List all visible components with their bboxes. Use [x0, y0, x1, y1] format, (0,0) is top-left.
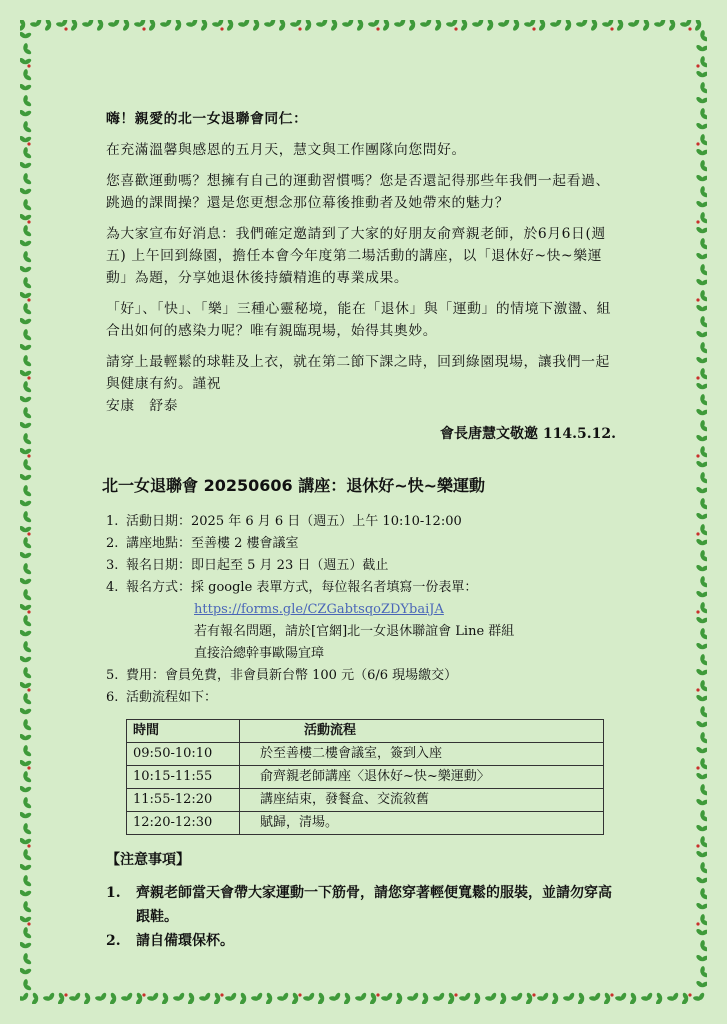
- list-item: 1. 齊親老師當天會帶大家運動一下筋骨，請您穿著輕便寬鬆的服裝，並請勿穿高跟鞋。: [106, 885, 612, 925]
- list-item: 2. 講座地點：至善樓 2 樓會議室: [106, 536, 299, 551]
- list-item: 5. 費用：會員免費，非會員新台幣 100 元（6/6 現場繳交）: [106, 668, 458, 683]
- event-details-list-cont: [106, 665, 616, 709]
- table-row: 09:50-10:10 於至善樓二樓會議室，簽到入座: [127, 743, 604, 766]
- letter-signature: 會長唐慧文敬邀 114.5.12.: [440, 426, 616, 442]
- flyer-content: [102, 108, 616, 953]
- list-item: 2. 請自備環保杯。: [106, 933, 234, 949]
- notes-title: 【注意事項】: [106, 852, 190, 868]
- registration-form-link[interactable]: https://forms.gle/CZGabtsqoZDYbaiJA: [194, 602, 444, 617]
- letter-paragraph-3: 為大家宣布好消息：我們確定邀請到了大家的好朋友俞齊親老師，於6月6日(週五) 上午回到綠園，擔任本會今年度第二場活動的講座，以「退休好~快~樂運動」為題，分享她退休後持續精進的專業成果。: [106, 226, 606, 286]
- table-row: 12:20-12:30 賦歸，清場。: [127, 812, 604, 835]
- letter-paragraph-2: 您喜歡運動嗎？想擁有自己的運動習慣嗎？您是否還記得那些年我們一起看過、跳過的課間操？還是您更想念那位幕後推動者及她帶來的魅力？: [106, 173, 610, 211]
- table-header-row: [127, 720, 604, 743]
- schedule-header-activity: 活動流程: [240, 720, 604, 743]
- letter-paragraph-5: 請穿上最輕鬆的球鞋及上衣，就在第二節下課之時，回到綠園現場，讓我們一起與健康有約。謹祝: [106, 354, 610, 392]
- list-item: 1. 活動日期：2025 年 6 月 6 日（週五）上午 10:10-12:00: [106, 514, 462, 529]
- list-item: 3. 報名日期：即日起至 5 月 23 日（週五）截止: [106, 558, 389, 573]
- letter-closing: 安康 舒泰: [106, 398, 178, 414]
- registration-help-line2: 直接洽總幹事歐陽宜璋: [194, 646, 325, 661]
- letter-paragraph-1: 在充滿溫馨與感恩的五月天，慧文與工作團隊向您問好。: [106, 142, 466, 158]
- list-item: 6. 活動流程如下：: [106, 690, 218, 705]
- invitation-letter: [106, 108, 616, 445]
- event-title: 北一女退聯會 20250606 講座：退休好~快~樂運動: [102, 476, 486, 495]
- notes-list: [106, 881, 616, 953]
- letter-greeting: 嗨！親愛的北一女退聯會同仁：: [106, 111, 308, 127]
- table-row: 11:55-12:20 講座結束，發餐盒、交流敘舊: [127, 789, 604, 812]
- table-row: 10:15-11:55 俞齊親老師講座〈退休好~快~樂運動〉: [127, 766, 604, 789]
- event-details-list: [106, 511, 616, 599]
- schedule-header-time: 時間: [127, 720, 240, 743]
- schedule-table: [126, 719, 604, 835]
- letter-paragraph-4: 「好」、「快」、「樂」三種心靈秘境，能在「退休」與「運動」的情境下激盪、組合出如何的感染力呢？唯有親臨現場，始得其奧妙。: [106, 301, 612, 339]
- list-item: 4. 報名方式：採 google 表單方式，每位報名者填寫一份表單：: [106, 580, 478, 595]
- registration-help-line1: 若有報名問題，請於[官網]北一女退休聯誼會 Line 群組: [194, 624, 515, 639]
